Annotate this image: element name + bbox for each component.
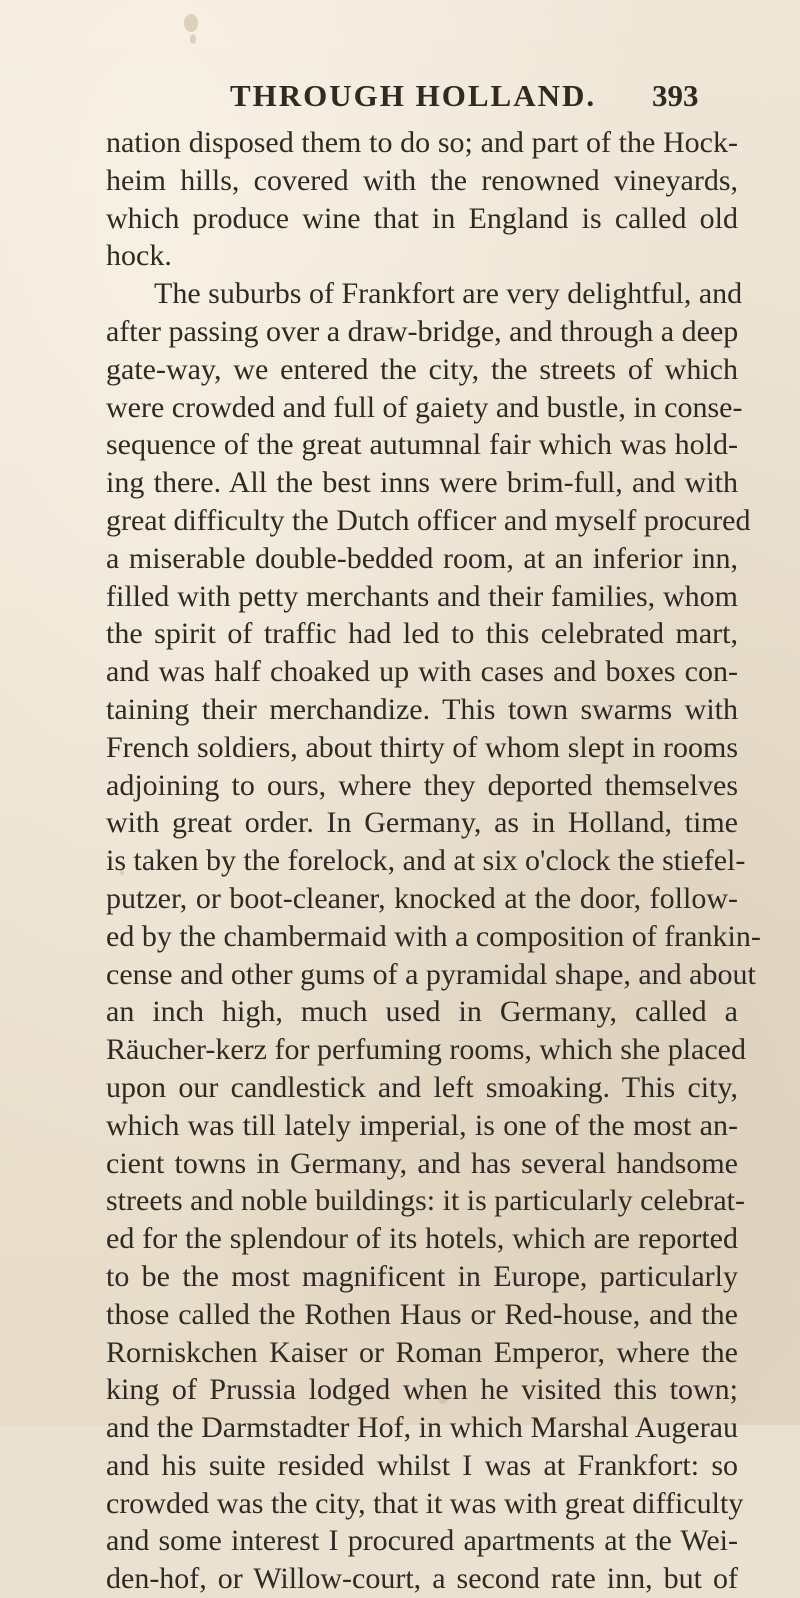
- page-header: [0, 78, 800, 118]
- text-line: gate-way, we entered the city, the streets of which: [106, 352, 738, 386]
- text-line: taining their merchandize. This town swarms with: [106, 692, 738, 726]
- text-line: the spirit of traffic had led to this celebrated mart,: [106, 617, 738, 651]
- text-line: hock.: [106, 239, 172, 273]
- text-line: after passing over a draw-bridge, and through a deep: [106, 314, 739, 348]
- text-line: upon our candlestick and left smoaking. This city,: [106, 1070, 738, 1104]
- text-line: cient towns in Germany, and has several handsome: [106, 1146, 738, 1180]
- text-line: French soldiers, about thirty of whom slept in rooms: [106, 730, 738, 764]
- text-line: which produce wine that in England is called old: [106, 201, 738, 235]
- text-line: crowded was the city, that it was with great difficulty: [106, 1486, 744, 1520]
- text-line: adjoining to ours, where they deported themselves: [106, 768, 738, 802]
- text-line: those called the Rothen Haus or Red-house, and the: [106, 1297, 738, 1331]
- text-line: with great order. In Germany, as in Holland, time: [106, 806, 738, 840]
- paper-blemish: [184, 14, 198, 32]
- text-line: den-hof, or Willow-court, a second rate inn, but of: [106, 1562, 738, 1596]
- body-text: [106, 124, 761, 1598]
- text-line: an inch high, much used in Germany, called a: [106, 995, 738, 1029]
- text-line: were crowded and full of gaiety and bustle, in conse-: [106, 390, 743, 424]
- paper-blemish: [190, 34, 196, 44]
- text-line: nation disposed them to do so; and part of the Hock-: [106, 126, 738, 159]
- text-line: to be the most magnificent in Europe, particularly: [106, 1259, 738, 1293]
- text-line: and his suite resided whilst I was at Frankfort: so: [106, 1448, 738, 1482]
- text-line: ed for the splendour of its hotels, which are reported: [106, 1222, 738, 1256]
- text-line: cense and other gums of a pyramidal shape, and about: [106, 957, 756, 991]
- text-line: and the Darmstadter Hof, in which Marshal Augerau: [106, 1411, 738, 1445]
- text-line: a miserable double-bedded room, at an inferior inn,: [106, 541, 738, 575]
- text-line: heim hills, covered with the renowned vineyards,: [106, 163, 738, 197]
- text-line: Räucher-kerz for perfuming rooms, which she placed: [106, 1033, 746, 1067]
- text-line: filled with petty merchants and their families, whom: [106, 579, 738, 613]
- text-line: king of Prussia lodged when he visited this town;: [106, 1373, 738, 1407]
- text-line: streets and noble buildings: it is particularly celebrat-: [106, 1184, 745, 1218]
- text-line: The suburbs of Frankfort are very delightful, and: [154, 277, 743, 311]
- text-line: putzer, or boot-cleaner, knocked at the door, follow-: [106, 881, 738, 915]
- page-number: 393: [652, 78, 699, 113]
- text-line: Rorniskchen Kaiser or Roman Emperor, where the: [106, 1335, 738, 1369]
- running-head: THROUGH HOLLAND.: [230, 78, 597, 113]
- text-line: sequence of the great autumnal fair which was hold-: [106, 428, 738, 462]
- text-line: ing there. All the best inns were brim-full, and with: [106, 466, 738, 500]
- text-line: which was till lately imperial, is one of the most an-: [106, 1108, 738, 1142]
- text-line: and was half choaked up with cases and boxes con-: [106, 655, 738, 689]
- text-line: great difficulty the Dutch officer and myself procured: [106, 503, 751, 537]
- text-line: ed by the chambermaid with a composition of frankin-: [106, 919, 761, 953]
- text-line: is taken by the forelock, and at six o'clock the stiefel-: [106, 844, 746, 878]
- text-line: and some interest I procured apartments at the Wei-: [106, 1524, 738, 1558]
